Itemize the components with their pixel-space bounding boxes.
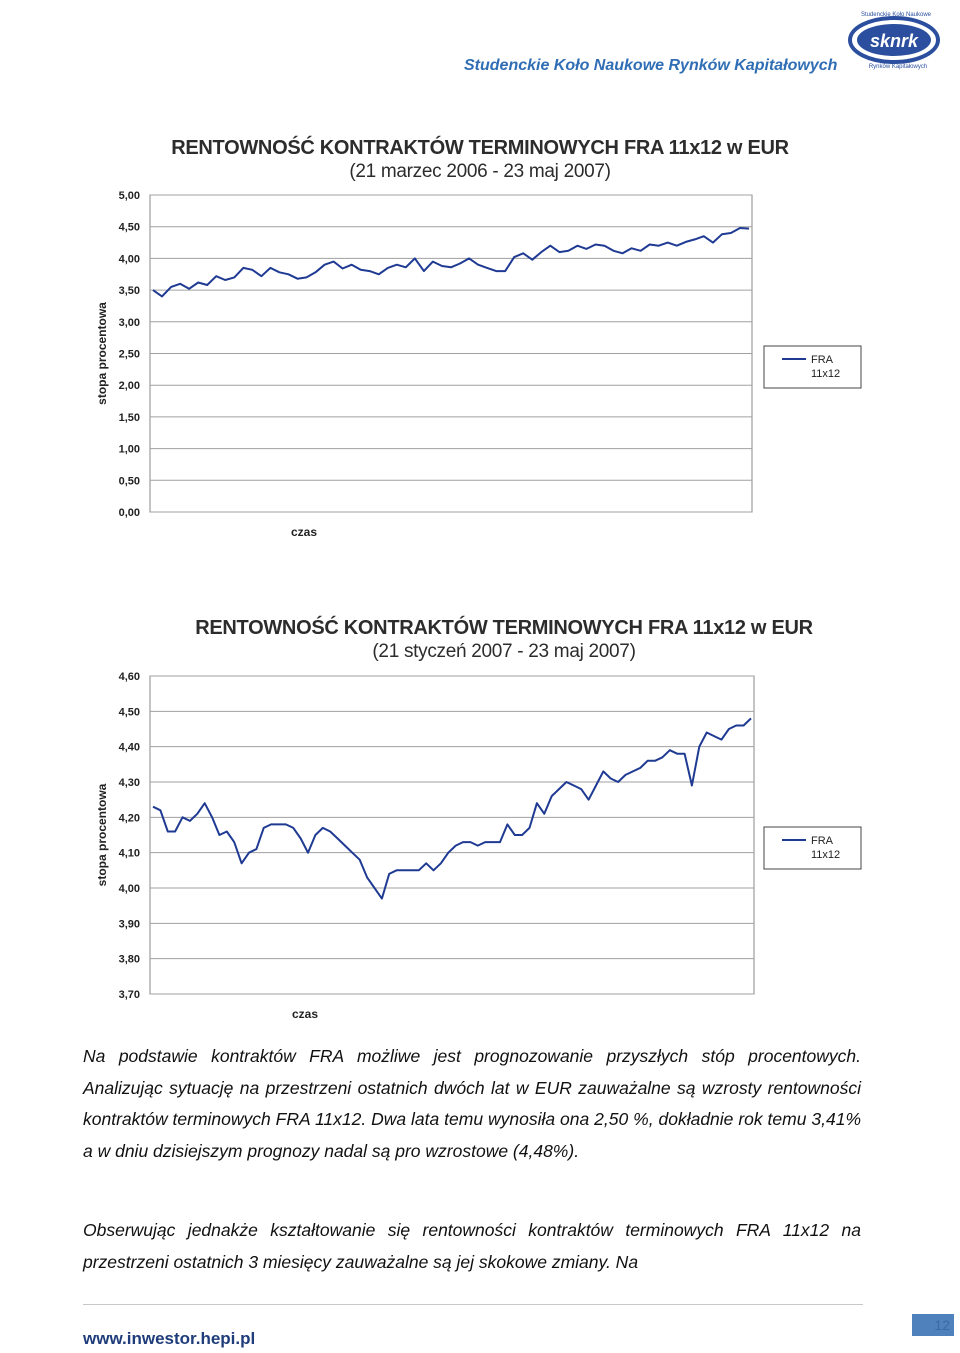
y-tick-label: 4,00 <box>118 883 140 895</box>
header-title: Studenckie Koło Naukowe Rynków Kapitałowych <box>464 57 838 74</box>
y-tick-label: 3,00 <box>118 316 140 329</box>
legend-box <box>764 346 861 388</box>
chart-1-subtitle: (21 marzec 2006 - 23 maj 2007) <box>349 161 611 182</box>
logo-ring-bottom: Rynków Kapitałowych <box>868 64 928 70</box>
y-tick-label: 4,20 <box>118 812 140 825</box>
y-tick-label: 2,50 <box>118 348 140 361</box>
y-tick-label: 4,00 <box>118 253 140 266</box>
y-tick-label: 3,50 <box>118 285 140 298</box>
logo-text: sknrk <box>869 31 919 51</box>
y-tick-label: 3,80 <box>118 953 140 966</box>
plot-area <box>150 676 754 994</box>
y-tick-label: 1,50 <box>118 411 140 424</box>
chart-2-title: RENTOWNOŚĆ KONTRAKTÓW TERMINOWYCH FRA 11x12 w EUR <box>195 617 813 639</box>
y-axis-title: stopa procentowa <box>95 302 109 405</box>
y-tick-label: 5,00 <box>118 190 140 202</box>
y-tick-label: 4,50 <box>118 221 140 234</box>
sknrk-logo <box>846 6 946 70</box>
chart-2 <box>0 610 960 1030</box>
chart-1-title: RENTOWNOŚĆ KONTRAKTÓW TERMINOWYCH FRA 11x12 w EUR <box>171 137 789 159</box>
y-tick-label: 3,70 <box>118 989 140 1001</box>
y-tick-label: 3,90 <box>118 918 140 931</box>
footer-divider <box>83 1304 863 1305</box>
chart-1 <box>0 130 960 550</box>
y-tick-label: 4,40 <box>118 741 140 754</box>
legend-box <box>764 827 861 869</box>
legend-label: 11x12 <box>811 849 841 861</box>
y-tick-label: 1,00 <box>118 443 140 456</box>
chart-2-subtitle: (21 styczeń 2007 - 23 maj 2007) <box>372 641 636 662</box>
x-axis-title: czas <box>291 1007 319 1021</box>
legend-label: FRA <box>811 835 833 847</box>
page-number: 12 <box>912 1314 954 1336</box>
legend <box>764 346 861 388</box>
chart-2-plot <box>0 610 960 1030</box>
paragraph-2: Obserwując jednakże kształtowanie się rentowności kontraktów terminowych FRA 11x12 na przestrzeni ostatnich 3 miesięcy zauważalne są jej skokowe zmiany. Na <box>83 1220 861 1272</box>
x-axis-title: czas <box>290 525 318 539</box>
logo-ring-top: Studenckie Koło Naukowe <box>860 12 932 18</box>
legend-label: 11x12 <box>811 368 841 380</box>
y-axis-title: stopa procentowa <box>95 783 109 887</box>
y-tick-label: 0,50 <box>118 475 140 488</box>
y-tick-label: 0,00 <box>118 507 140 519</box>
y-tick-label: 4,50 <box>118 706 140 719</box>
paragraph-1: Na podstawie kontraktów FRA możliwe jest prognozowanie przyszłych stóp procentowych. Analizując sytuację na przestrzeni ostatnich dwóch lat w EUR zauważalne są wzrosty rentowności kontraktów terminowych FRA 11x12. Dwa lata temu wynosiła ona 2,50 %, dokładnie rok temu 3,41% a w dniu dzisiejszym prognozy nadal są pro wzrostowe (4,48%). <box>83 1046 861 1161</box>
legend-label: FRA <box>811 354 833 366</box>
y-tick-label: 4,10 <box>118 847 140 860</box>
y-tick-label: 4,30 <box>118 777 140 789</box>
y-tick-label: 2,00 <box>118 380 140 393</box>
y-tick-label: 4,60 <box>118 671 140 683</box>
footer-website-link[interactable]: www.inwestor.hepi.pl <box>83 1329 256 1348</box>
chart-1-plot <box>0 130 960 550</box>
legend <box>764 827 861 869</box>
